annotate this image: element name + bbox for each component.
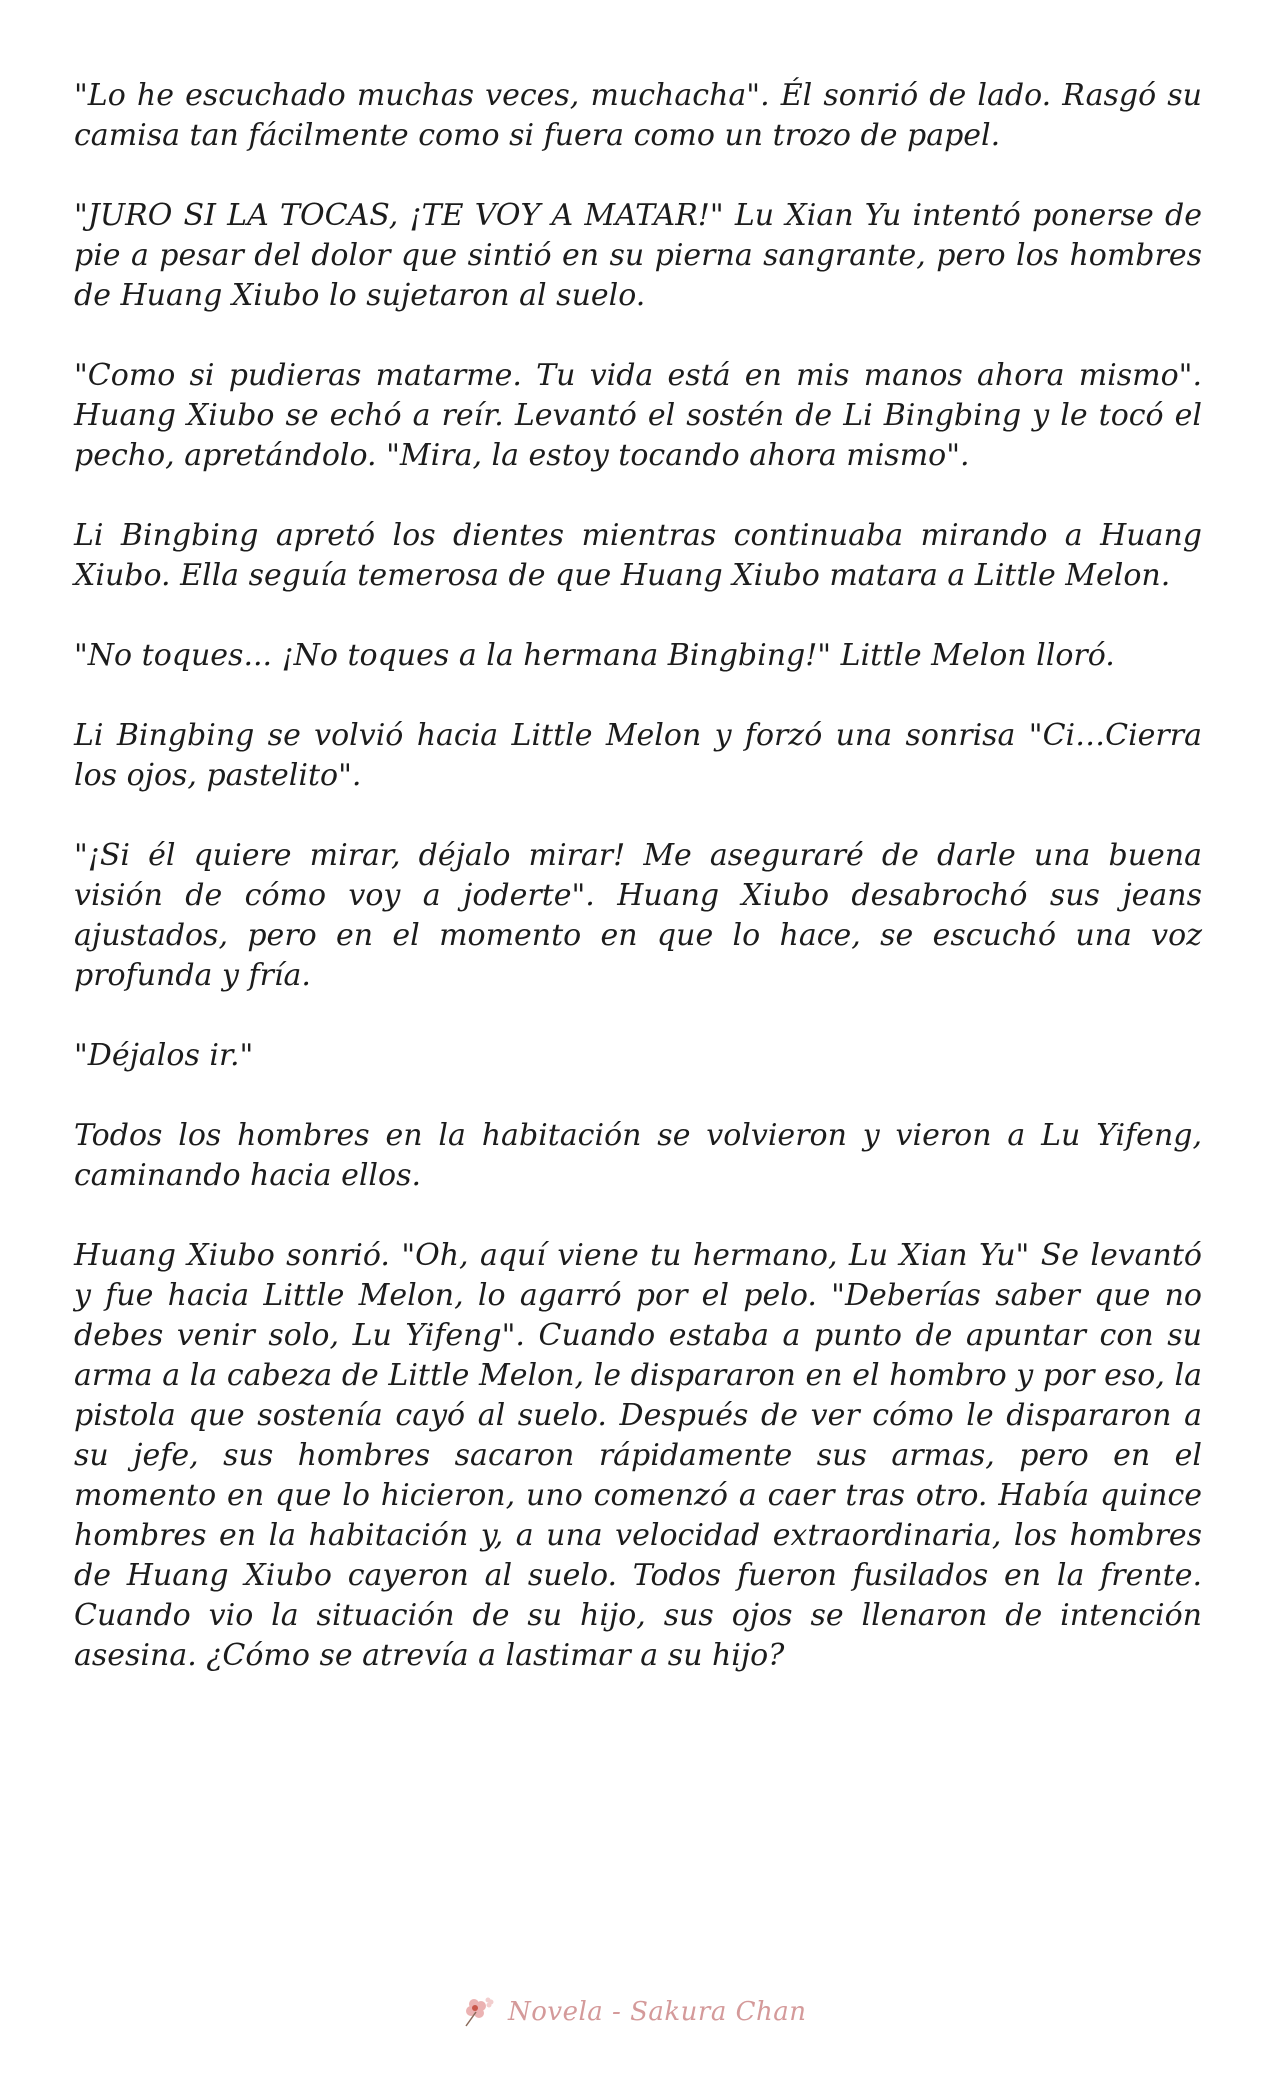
- paragraph: "¡Si él quiere mirar, déjalo mirar! Me aseguraré de darle una buena visión de cómo voy a joderte". Huang Xiubo desabrochó sus jeans ajustados, pero en el momento en que lo hace, se escuchó una voz profunda y fría.: [74, 838, 1202, 993]
- paragraph: "JURO SI LA TOCAS, ¡TE VOY A MATAR!" Lu Xian Yu intentó ponerse de pie a pesar del dolor que sintió en su pierna sangrante, pero los hombres de Huang Xiubo lo sujetaron al suelo.: [74, 198, 1202, 313]
- watermark: [460, 1988, 807, 2036]
- paragraph: Huang Xiubo sonrió. "Oh, aquí viene tu hermano, Lu Xian Yu" Se levantó y fue hacia Little Melon, lo agarró por el pelo. "Deberías saber que no debes venir solo, Lu Yifeng". Cuando estaba a punto de apuntar con su arma a la cabeza de Little Melon, le dispararon en el hombro y por eso, la pistola que sostenía cayó al suelo. Después de ver cómo le dispararon a su jefe, sus hombres sacaron rápidamente sus armas, pero en el momento en que lo hicieron, uno comenzó a caer tras otro. Había quince hombres en la habitación y, a una velocidad extraordinaria, los hombres de Huang Xiubo cayeron al suelo. Todos fueron fusilados en la frente. Cuando vio la situación de su hijo, sus ojos se llenaron de intención asesina. ¿Cómo se atrevía a lastimar a su hijo?: [74, 1238, 1202, 1673]
- chapter-text: [74, 76, 1202, 1716]
- paragraph: Li Bingbing apretó los dientes mientras continuaba mirando a Huang Xiubo. Ella seguía temerosa de que Huang Xiubo matara a Little Melon.: [74, 518, 1202, 593]
- sakura-flower-icon: [460, 1992, 500, 2032]
- paragraph: "Como si pudieras matarme. Tu vida está en mis manos ahora mismo". Huang Xiubo se echó a reír. Levantó el sostén de Li Bingbing y le tocó el pecho, apretándolo. "Mira, la estoy tocando ahora mismo".: [74, 358, 1202, 473]
- paragraph: Li Bingbing se volvió hacia Little Melon y forzó una sonrisa "Ci…Cierra los ojos, pastelito".: [74, 718, 1202, 793]
- paragraph: "Lo he escuchado muchas veces, muchacha". Él sonrió de lado. Rasgó su camisa tan fácilmente como si fuera como un trozo de papel.: [74, 78, 1202, 153]
- paragraph: "No toques... ¡No toques a la hermana Bingbing!" Little Melon lloró.: [74, 638, 1115, 673]
- paragraph: Todos los hombres en la habitación se volvieron y vieron a Lu Yifeng, caminando hacia ellos.: [74, 1118, 1202, 1193]
- paragraph: "Déjalos ir.": [74, 1038, 254, 1073]
- watermark-text: Novela - Sakura Chan: [508, 1997, 807, 2027]
